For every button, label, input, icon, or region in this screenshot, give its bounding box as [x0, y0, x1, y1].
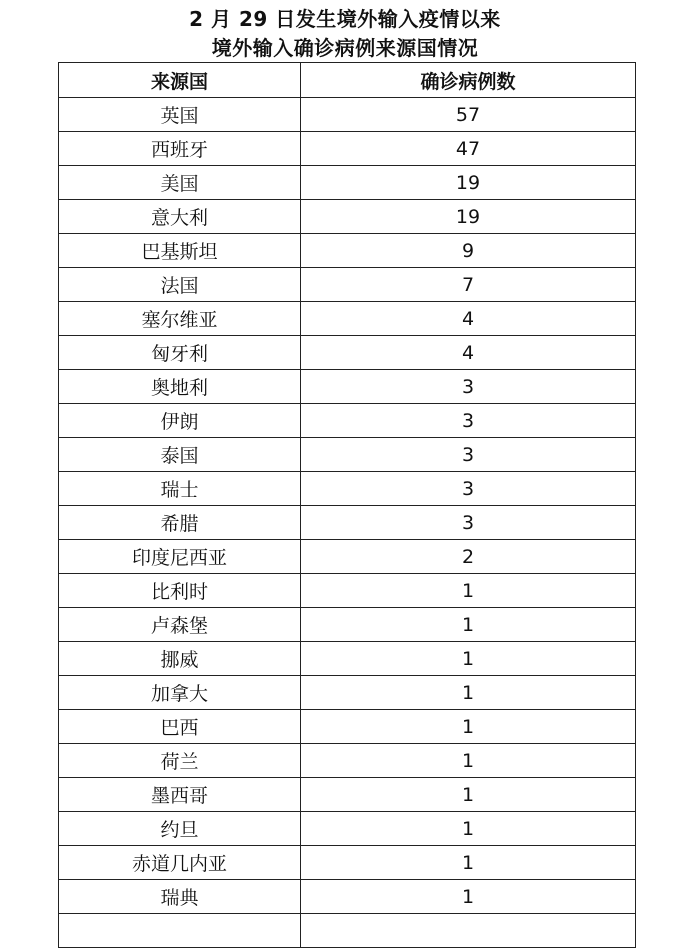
table-row: [59, 302, 636, 336]
case-count-cell: 3: [301, 472, 636, 506]
case-count-cell: 2: [301, 540, 636, 574]
case-count-cell: 1: [301, 642, 636, 676]
header-count: 确诊病例数: [301, 63, 636, 98]
country-cell: 西班牙: [59, 132, 301, 166]
table-row: [59, 676, 636, 710]
country-cell: 赤道几内亚: [59, 846, 301, 880]
table-row: [59, 540, 636, 574]
case-count-cell: 1: [301, 676, 636, 710]
country-cell: 挪威: [59, 642, 301, 676]
country-cell: 约旦: [59, 812, 301, 846]
case-count-cell: 1: [301, 574, 636, 608]
page-title: 2 月 29 日发生境外输入疫情以来: [189, 7, 501, 31]
table-row: [59, 642, 636, 676]
table-row: [59, 914, 636, 948]
case-count-cell: 19: [301, 200, 636, 234]
country-cell: 瑞士: [59, 472, 301, 506]
country-cell: 美国: [59, 166, 301, 200]
table-header-row: [59, 63, 636, 98]
page-subtitle: 境外输入确诊病例来源国情况: [211, 36, 479, 60]
country-cell: 墨西哥: [59, 778, 301, 812]
table-row: [59, 846, 636, 880]
case-count-cell: 4: [301, 302, 636, 336]
case-count-cell: 1: [301, 778, 636, 812]
source-country-table: [58, 62, 636, 948]
table-row: [59, 438, 636, 472]
table-row: [59, 472, 636, 506]
case-count-cell: 57: [301, 98, 636, 132]
table-row: [59, 608, 636, 642]
table-row: [59, 710, 636, 744]
case-count-cell: 1: [301, 812, 636, 846]
country-cell: 匈牙利: [59, 336, 301, 370]
table-row: [59, 778, 636, 812]
case-count-cell: 9: [301, 234, 636, 268]
table-row: [59, 336, 636, 370]
case-count-cell: 3: [301, 404, 636, 438]
header-country: 来源国: [59, 63, 301, 98]
country-cell: 巴西: [59, 710, 301, 744]
country-cell: 泰国: [59, 438, 301, 472]
table-row: [59, 98, 636, 132]
country-cell: 希腊: [59, 506, 301, 540]
table-body: [59, 98, 636, 948]
table-row: [59, 574, 636, 608]
table-row: [59, 166, 636, 200]
table-row: [59, 200, 636, 234]
case-count-cell: 1: [301, 846, 636, 880]
country-cell: 瑞典: [59, 880, 301, 914]
table-row: [59, 268, 636, 302]
table-row: [59, 812, 636, 846]
table-row: [59, 370, 636, 404]
country-cell: 比利时: [59, 574, 301, 608]
country-cell: 荷兰: [59, 744, 301, 778]
case-count-cell: 1: [301, 744, 636, 778]
case-count-cell: 1: [301, 710, 636, 744]
case-count-cell: 3: [301, 438, 636, 472]
country-cell: 加拿大: [59, 676, 301, 710]
country-cell: 法国: [59, 268, 301, 302]
case-count-cell: 1: [301, 880, 636, 914]
case-count-cell: 1: [301, 608, 636, 642]
case-count-cell: 19: [301, 166, 636, 200]
case-count-cell: 7: [301, 268, 636, 302]
table-row: [59, 506, 636, 540]
country-cell: 奥地利: [59, 370, 301, 404]
country-cell: 意大利: [59, 200, 301, 234]
case-count-cell: 4: [301, 336, 636, 370]
country-cell: 英国: [59, 98, 301, 132]
country-cell: 巴基斯坦: [59, 234, 301, 268]
table-row: [59, 744, 636, 778]
country-cell: 伊朗: [59, 404, 301, 438]
country-cell: 印度尼西亚: [59, 540, 301, 574]
case-count-cell: 3: [301, 506, 636, 540]
country-cell: [59, 914, 301, 948]
case-count-cell: 47: [301, 132, 636, 166]
case-count-cell: 3: [301, 370, 636, 404]
table-row: [59, 234, 636, 268]
country-cell: 塞尔维亚: [59, 302, 301, 336]
table-row: [59, 404, 636, 438]
table-row: [59, 880, 636, 914]
country-cell: 卢森堡: [59, 608, 301, 642]
table-row: [59, 132, 636, 166]
case-count-cell: [301, 914, 636, 948]
